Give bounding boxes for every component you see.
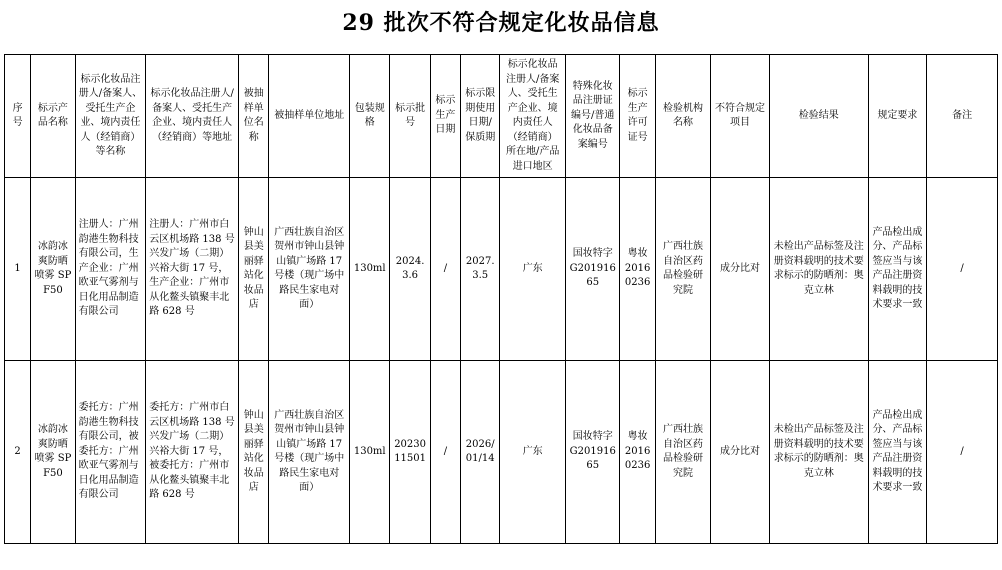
row-number: 2 — [5, 361, 31, 544]
production-license: 粤妆 20160236 — [620, 361, 655, 544]
expiry-date: 2026/01/14 — [461, 361, 500, 544]
remark: / — [927, 178, 998, 361]
header-cell: 标示产品名称 — [31, 55, 75, 178]
testing-lab: 广西壮族自治区药品检验研究院 — [655, 178, 711, 361]
header-cell: 标示生产许可证号 — [620, 55, 655, 178]
package-spec: 130ml — [350, 178, 390, 361]
production-date: / — [430, 361, 460, 544]
production-license: 粤妆 20160236 — [620, 178, 655, 361]
batch-number: 2023011501 — [390, 361, 430, 544]
sampled-unit-address: 广西壮族自治区贺州市钟山县钟山镇广场路 17 号楼（现广场中路民生家电对面） — [269, 178, 350, 361]
registration-number: 国妆特字 G20191665 — [565, 361, 619, 544]
header-cell: 标示化妆品注册人/备案人、受托生产企业、境内责任人（经销商）等地址 — [146, 55, 239, 178]
table-row — [5, 178, 998, 361]
header-cell: 包装规格 — [350, 55, 390, 178]
origin-region: 广东 — [500, 361, 566, 544]
test-result: 未检出产品标签及注册资料载明的技术要求标示的防晒剂：奥克立林 — [769, 178, 868, 361]
company-name: 注册人：广州韵港生物科技有限公司，生产企业：广州欧亚气雾剂与日化用品制造有限公司 — [75, 178, 146, 361]
test-result: 未检出产品标签及注册资料载明的技术要求标示的防晒剂：奥克立林 — [769, 361, 868, 544]
header-cell: 被抽样单位名称 — [239, 55, 269, 178]
company-address: 注册人：广州市白云区机场路 138 号兴发广场（二期）兴裕大街 17 号，生产企业：广州市从化鳌头镇聚丰北路 628 号 — [146, 178, 239, 361]
company-name: 委托方：广州韵港生物科技有限公司，被委托方：广州欧亚气雾剂与日化用品制造有限公司 — [75, 361, 146, 544]
header-cell: 标示化妆品注册人/备案人、受托生产企业、境内责任人（经销商）等名称 — [75, 55, 146, 178]
registration-number: 国妆特字 G20191665 — [565, 178, 619, 361]
header-cell: 被抽样单位地址 — [269, 55, 350, 178]
header-cell: 规定要求 — [868, 55, 927, 178]
expiry-date: 2027.3.5 — [461, 178, 500, 361]
header-cell: 标示化妆品注册人/备案人、受托生产企业、境内责任人（经销商）所在地/产品进口地区 — [500, 55, 566, 178]
requirement: 产品检出成分、产品标签应当与该产品注册资料载明的技术要求一致 — [868, 178, 927, 361]
header-cell: 特殊化妆品注册证编号/普通化妆品备案编号 — [565, 55, 619, 178]
header-cell: 检验机构名称 — [655, 55, 711, 178]
header-cell: 序号 — [5, 55, 31, 178]
cosmetics-table — [4, 54, 998, 544]
header-cell: 标示批号 — [390, 55, 430, 178]
batch-number: 2024.3.6 — [390, 178, 430, 361]
header-cell: 备注 — [927, 55, 998, 178]
header-cell: 标示生产日期 — [430, 55, 460, 178]
sampled-unit-name: 钟山县美丽驿站化妆品店 — [239, 361, 269, 544]
page-title: 29 批次不符合规定化妆品信息 — [342, 10, 660, 36]
origin-region: 广东 — [500, 178, 566, 361]
remark: / — [927, 361, 998, 544]
product-name: 冰韵冰爽防晒喷雾 SPF50 — [31, 178, 75, 361]
table-row — [5, 361, 998, 544]
sampled-unit-address: 广西壮族自治区贺州市钟山县钟山镇广场路 17 号楼（现广场中路民生家电对面） — [269, 361, 350, 544]
nonconforming-item: 成分比对 — [711, 178, 770, 361]
header-cell: 不符合规定项目 — [711, 55, 770, 178]
testing-lab: 广西壮族自治区药品检验研究院 — [655, 361, 711, 544]
sampled-unit-name: 钟山县美丽驿站化妆品店 — [239, 178, 269, 361]
header-cell: 标示限期使用日期/保质期 — [461, 55, 500, 178]
nonconforming-item: 成分比对 — [711, 361, 770, 544]
header-row — [5, 55, 998, 178]
production-date: / — [430, 178, 460, 361]
requirement: 产品检出成分、产品标签应当与该产品注册资料载明的技术要求一致 — [868, 361, 927, 544]
company-address: 委托方：广州市白云区机场路 138 号兴发广场（二期）兴裕大街 17 号，被委托方：广州市从化鳌头镇聚丰北路 628 号 — [146, 361, 239, 544]
header-cell: 检验结果 — [769, 55, 868, 178]
package-spec: 130ml — [350, 361, 390, 544]
row-number: 1 — [5, 178, 31, 361]
product-name: 冰韵冰爽防晒喷雾 SPF50 — [31, 361, 75, 544]
